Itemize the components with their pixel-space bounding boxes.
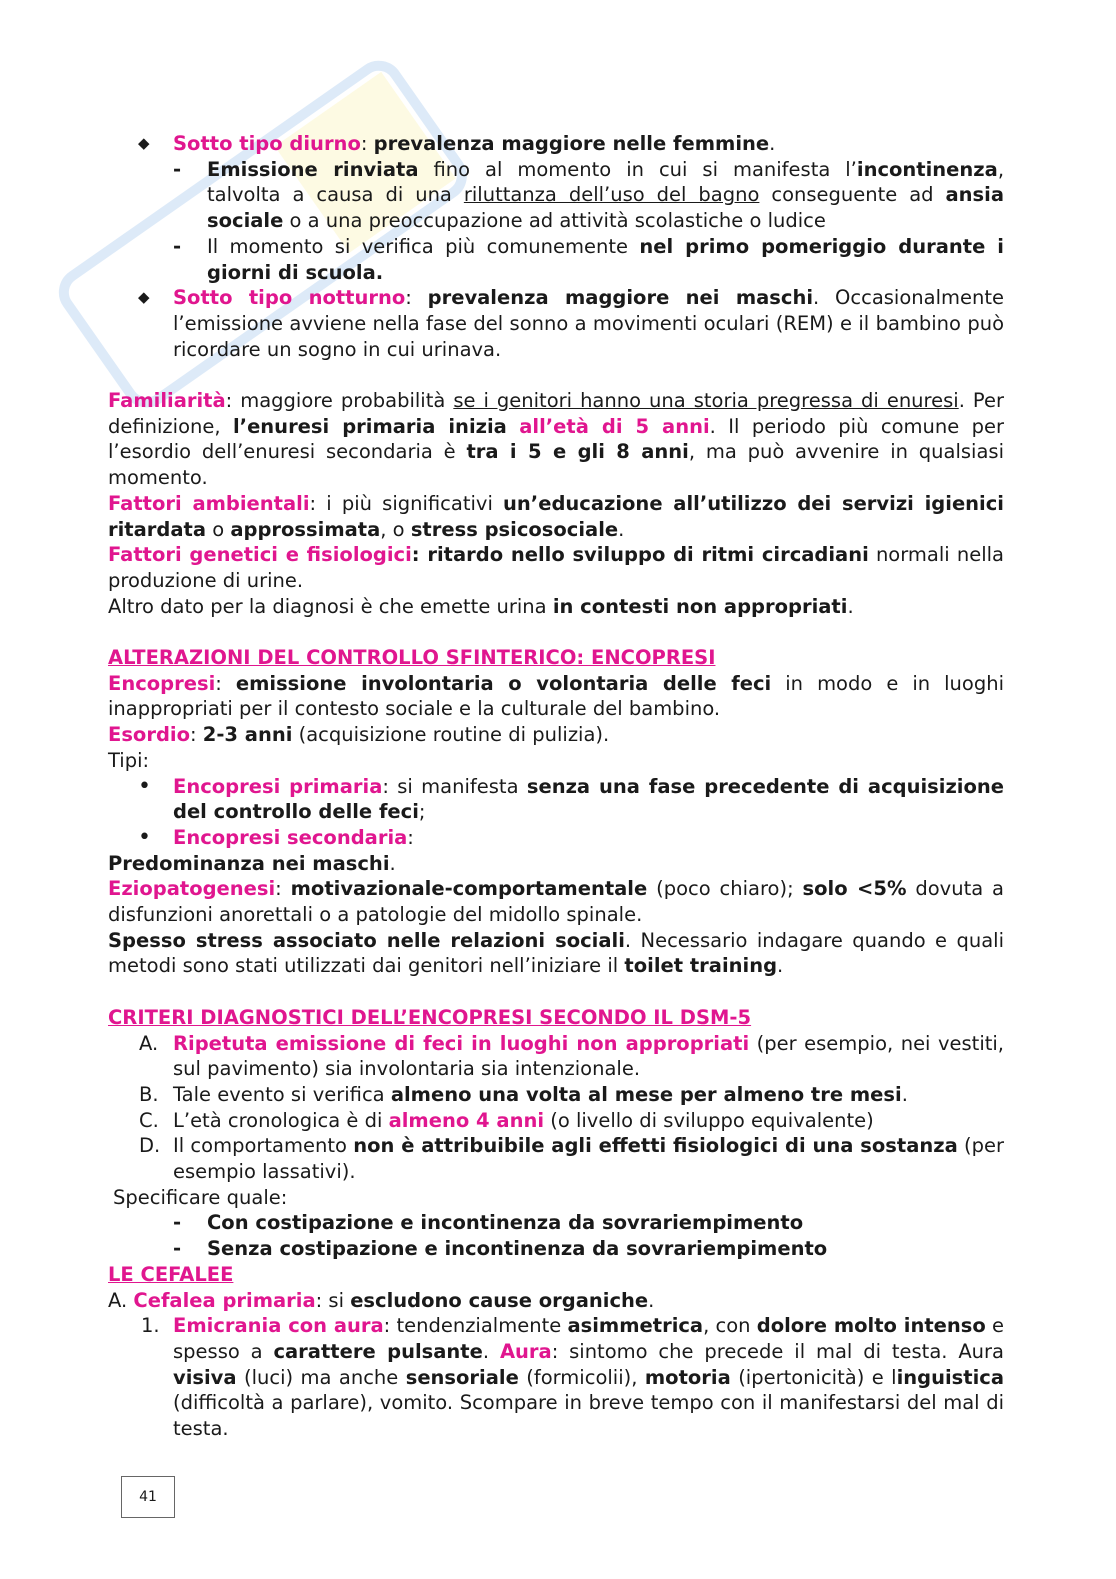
section-heading-encopresi: ALTERAZIONI DEL CONTROLLO SFINTERICO: ENCOPRESI	[108, 646, 716, 670]
criterion-d: D. Il comportamento non è attribuibile agli effetti fisiologici di una sostanza (per esempio lassativi).	[139, 1134, 1005, 1184]
bullet-dot-icon: •	[138, 773, 151, 799]
criterion-c: C. L’età cronologica è di almeno 4 anni (o livello di sviluppo equivalente)	[139, 1108, 874, 1132]
paragraph-esordio: Esordio: 2-3 anni (acquisizione routine di pulizia).	[108, 723, 610, 747]
criterion-b: B. Tale evento si verifica almeno una volta al mese per almeno tre mesi.	[139, 1082, 908, 1106]
paragraph-cefalea-primaria: A. Cefalea primaria: si escludono cause organiche.	[108, 1288, 655, 1312]
list-item-diurno: ◆ Sotto tipo diurno: prevalenza maggiore nelle femmine.	[108, 131, 1004, 157]
section-heading-cefalee: LE CEFALEE	[108, 1262, 234, 1286]
paragraph-predominanza: Predominanza nei maschi.	[108, 851, 396, 875]
spec-item-senza: - Senza costipazione e incontinenza da sovrariempimento	[108, 1236, 1004, 1262]
sub-item-emissione-rinviata: - Emissione rinviata fino al momento in cui si manifesta l’incontinenza, talvolta a causa di una riluttanza dell’uso del bagno conseguente ad ansia sociale o a una preoccupazione ad attività scolastiche o ludice	[108, 157, 1004, 234]
section-heading-criteri: CRITERI DIAGNOSTICI DELL’ENCOPRESI SECONDO IL DSM-5	[108, 1005, 752, 1029]
diamond-bullet-icon: ◆	[138, 288, 150, 307]
paragraph-tipi: Tipi:	[108, 748, 150, 772]
spec-item-con: - Con costipazione e incontinenza da sovrariempimento	[108, 1210, 1004, 1236]
paragraph-fattori-genetici: Fattori genetici e fisiologici: ritardo nello sviluppo di ritmi circadiani normali nella produzione di urine.	[108, 543, 1004, 592]
bullet-dot-icon: •	[138, 824, 151, 850]
document-body	[108, 131, 1004, 1442]
paragraph-encopresi-def: Encopresi: emissione involontaria o volontaria delle feci in modo e in luoghi inappropriati per il contesto sociale e la culturale del bambino.	[108, 671, 1004, 721]
dash-bullet-icon: -	[173, 1211, 182, 1235]
paragraph-fattori-ambientali: Fattori ambientali: i più significativi un’educazione all’utilizzo dei servizi igienici ritardata o approssimata, o stress psicosociale.	[108, 491, 1004, 541]
paragraph-familiarita: Familiarità: maggiore probabilità se i genitori hanno una storia pregressa di enuresi. Per definizione, l’enuresi primaria inizia all’età di 5 anni. Il periodo più comune per l’esordio dell’enuresi secondaria è tra i 5 e gli 8 anni, ma può avvenire in qualsiasi momento.	[108, 389, 1004, 490]
criterion-a: A. Ripetuta emissione di feci in luoghi non appropriati (per esempio, nei vestiti, sul pavimento) sia involontaria sia intenzionale.	[139, 1031, 1004, 1081]
paragraph-specificare: Specificare quale:	[113, 1185, 288, 1209]
page-number: 41	[121, 1476, 175, 1518]
list-item-encopresi-primaria: • Encopresi primaria: si manifesta senza una fase precedente di acquisizione del controllo delle feci;	[108, 774, 1004, 825]
paragraph-eziopatogenesi: Eziopatogenesi: motivazionale-comportamentale (poco chiaro); solo <5% dovuta a disfunzioni anorettali o a patologie del midollo spinale.	[108, 877, 1004, 927]
list-item-encopresi-secondaria: • Encopresi secondaria:	[108, 825, 1004, 851]
paragraph-stress: Spesso stress associato nelle relazioni sociali. Necessario indagare quando e quali metodi sono stati utilizzati dai genitori nell’iniziare il toilet training.	[108, 928, 1004, 978]
sub-item-momento: - Il momento si verifica più comunemente nel primo pomeriggio durante i giorni di scuola.	[108, 234, 1004, 285]
dash-bullet-icon: -	[173, 1237, 182, 1261]
list-item-emicrania: 1. Emicrania con aura: tendenzialmente asimmetrica, con dolore molto intenso e spesso a carattere pulsante. Aura: sintomo che precede il mal di testa. Aura visiva (luci) ma anche sensoriale (formicolii), motoria (ipertonicità) e linguistica (difficoltà a parlare), vomito. Scompare in breve tempo con il manifestarsi del mal di testa.	[141, 1314, 1005, 1441]
dash-bullet-icon: -	[173, 157, 182, 181]
paragraph-altro-dato: Altro dato per la diagnosi è che emette urina in contesti non appropriati.	[108, 594, 854, 618]
list-item-notturno: ◆ Sotto tipo notturno: prevalenza maggiore nei maschi. Occasionalmente l’emissione avviene nella fase del sonno a movimenti oculari (REM) e il bambino può ricordare un sogno in cui urinava.	[108, 285, 1004, 362]
dash-bullet-icon: -	[173, 234, 182, 258]
diamond-bullet-icon: ◆	[138, 134, 150, 152]
